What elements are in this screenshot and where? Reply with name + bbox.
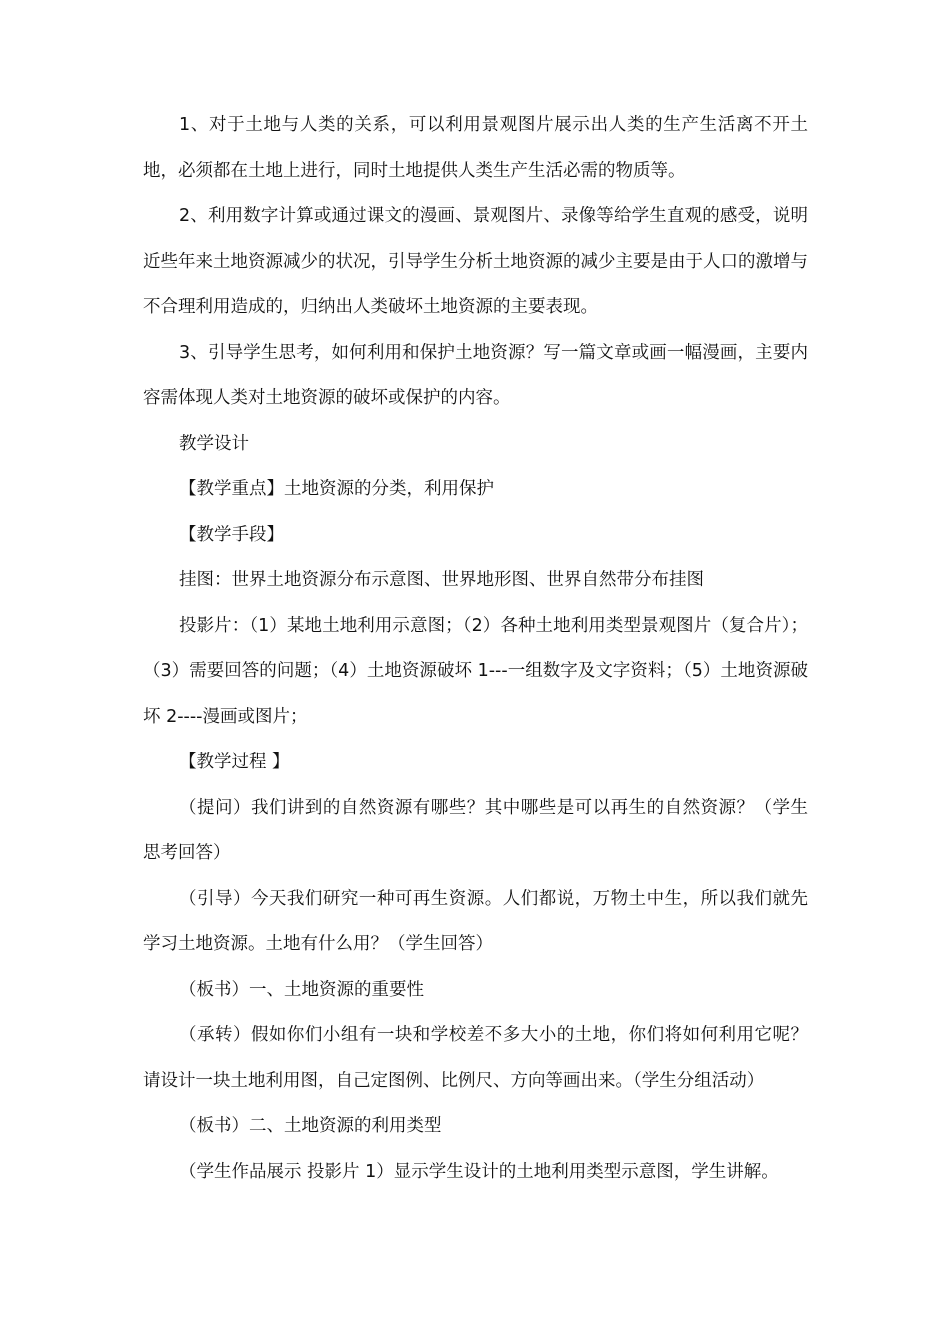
paragraph-1: 1、对于土地与人类的关系，可以利用景观图片展示出人类的生产生活离不开土地，必须都在土地上进行，同时土地提供人类生产生活必需的物质等。 [143, 115, 808, 181]
student-work-display: （学生作品展示 投影片 1）显示学生设计的土地利用类型示意图，学生讲解。 [179, 1161, 779, 1182]
process-guide: （引导）今天我们研究一种可再生资源。人们都说，万物土中生，所以我们就先学习土地资源。土地有什么用？（学生回答） [143, 888, 808, 954]
paragraph-3: 3、引导学生思考，如何利用和保护土地资源？写一篇文章或画一幅漫画，主要内容需体现人类对土地资源的破坏或保护的内容。 [143, 342, 808, 408]
process-transition: （承转）假如你们小组有一块和学校差不多大小的土地，你们将如何利用它呢？请设计一块土地利用图，自己定图例、比例尺、方向等画出来。（学生分组活动） [143, 1025, 808, 1091]
board-note-1: （板书）一、土地资源的重要性 [179, 979, 424, 1000]
process-question: （提问）我们讲到的自然资源有哪些？其中哪些是可以再生的自然资源？（学生思考回答） [143, 797, 808, 863]
teaching-focus: 【教学重点】土地资源的分类，利用保护 [179, 479, 494, 499]
wall-charts: 挂图：世界土地资源分布示意图、世界地形图、世界自然带分布挂图 [179, 570, 704, 590]
teaching-means-heading: 【教学手段】 [179, 524, 284, 545]
section-heading-teaching-design: 教学设计 [179, 433, 249, 454]
teaching-process-heading: 【教学过程 】 [179, 752, 290, 772]
paragraph-2: 2、利用数字计算或通过课文的漫画、景观图片、录像等给学生直观的感受，说明近些年来土地资源减少的状况，引导学生分析土地资源的减少主要是由于人口的激增与不合理利用造成的，归纳出人类破坏土地资源的主要表现。 [143, 206, 808, 317]
slides-list: 投影片：（1）某地土地利用示意图；（2）各种土地利用类型景观图片（复合片）；（3）需要回答的问题；（4）土地资源破坏 1---一组数字及文字资料；（5）土地资源破坏 2----漫画或图片； [143, 615, 808, 727]
board-note-2: （板书）二、土地资源的利用类型 [179, 1116, 442, 1136]
document-body [143, 103, 808, 1195]
